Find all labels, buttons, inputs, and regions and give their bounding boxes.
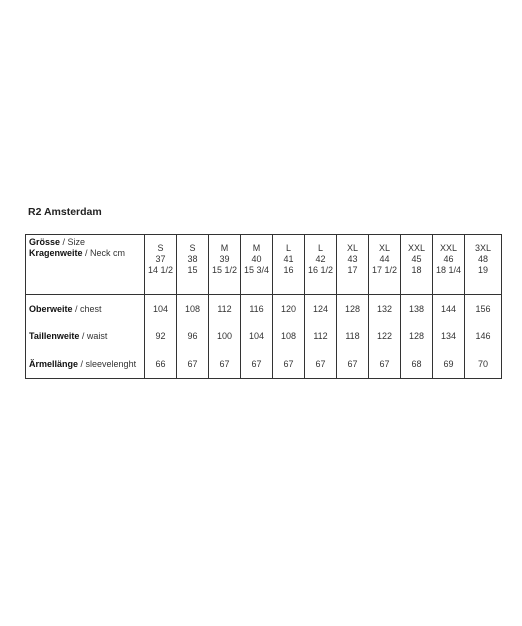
table-cell: 67	[209, 349, 241, 379]
size-column-header: S 37 14 1/2	[145, 235, 177, 284]
table-cell: 69	[433, 349, 465, 379]
size-column-header: XXL 45 18	[401, 235, 433, 284]
sleeve-row	[26, 349, 502, 379]
size-column-header: XXL 46 18 1/4	[433, 235, 465, 284]
table-cell: 67	[177, 349, 209, 379]
table-cell: 122	[369, 322, 401, 349]
size-chart-table	[25, 234, 502, 379]
size-column-header: M 39 15 1/2	[209, 235, 241, 284]
table-cell: 92	[145, 322, 177, 349]
table-cell: 108	[273, 322, 305, 349]
chart-title: R2 Amsterdam	[28, 206, 102, 218]
table-cell: 96	[177, 322, 209, 349]
table-cell: 132	[369, 295, 401, 323]
row-label: Taillenweite / waist	[29, 330, 108, 341]
table-cell: 67	[369, 349, 401, 379]
size-header-row	[26, 235, 502, 284]
table-cell: 66	[145, 349, 177, 379]
table-cell: 104	[145, 295, 177, 323]
row-label: Ärmellänge / sleevelenght	[29, 358, 137, 369]
table-cell: 67	[337, 349, 369, 379]
size-column-header: L 42 16 1/2	[305, 235, 337, 284]
table-cell: 68	[401, 349, 433, 379]
table-cell: 146	[465, 322, 502, 349]
row-label: Oberweite / chest	[29, 303, 102, 314]
table-cell: 144	[433, 295, 465, 323]
neck-label: Kragenweite / Neck cm	[29, 248, 126, 258]
table-cell: 67	[273, 349, 305, 379]
size-column-header: L 41 16	[273, 235, 305, 284]
table-cell: 100	[209, 322, 241, 349]
table-cell: 134	[433, 322, 465, 349]
size-column-header: S 38 15	[177, 235, 209, 284]
table-cell: 70	[465, 349, 502, 379]
table-cell: 112	[209, 295, 241, 323]
table-cell: 67	[241, 349, 273, 379]
size-label: Grösse / Size	[29, 237, 86, 247]
size-column-header: XL 44 17 1/2	[369, 235, 401, 284]
size-column-header: XL 43 17	[337, 235, 369, 284]
header-separator	[26, 283, 502, 295]
table-cell: 128	[337, 295, 369, 323]
waist-row	[26, 322, 502, 349]
size-column-header: M 40 15 3/4	[241, 235, 273, 284]
table-cell: 104	[241, 322, 273, 349]
table-cell: 124	[305, 295, 337, 323]
table-cell: 112	[305, 322, 337, 349]
table-cell: 118	[337, 322, 369, 349]
table-cell: 116	[241, 295, 273, 323]
table-cell: 156	[465, 295, 502, 323]
table-cell: 108	[177, 295, 209, 323]
table-cell: 138	[401, 295, 433, 323]
header-label-cell	[26, 235, 145, 284]
chest-row	[26, 295, 502, 323]
table-cell: 128	[401, 322, 433, 349]
size-column-header: 3XL 48 19	[465, 235, 502, 284]
table-cell: 120	[273, 295, 305, 323]
table-cell: 67	[305, 349, 337, 379]
